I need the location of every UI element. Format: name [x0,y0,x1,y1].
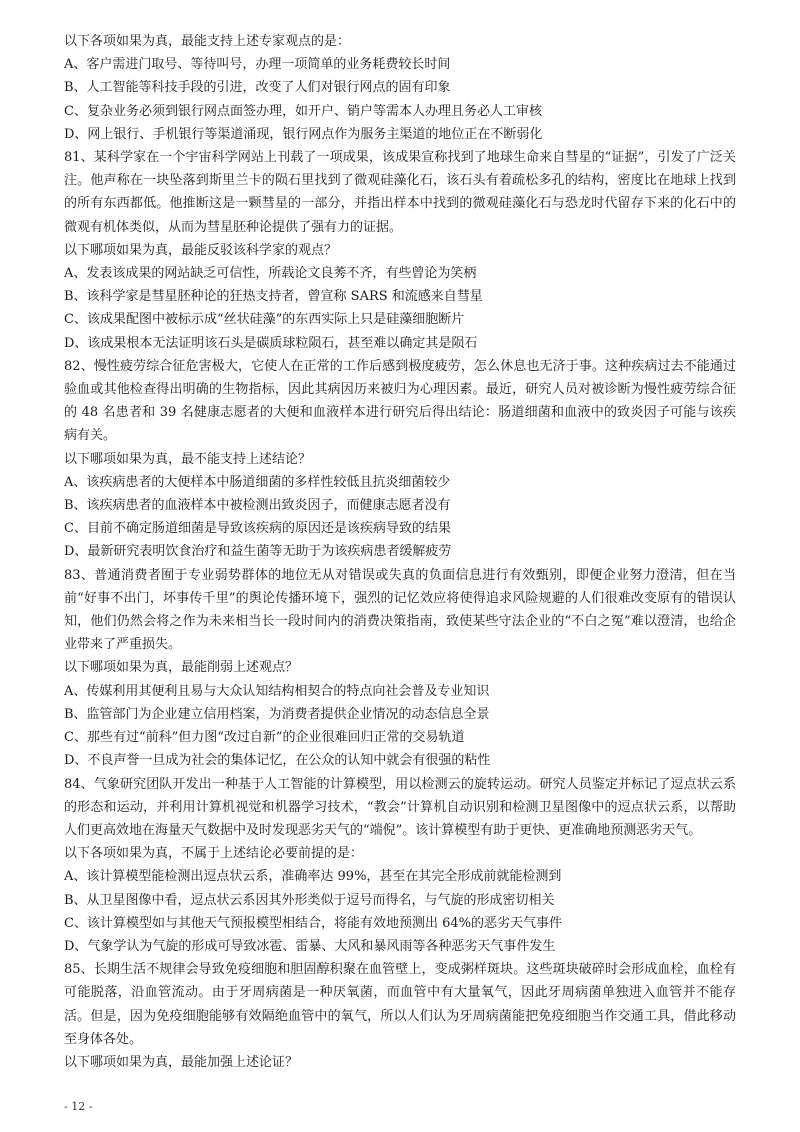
question-83-passage: 83、普通消费者囿于专业弱势群体的地位无从对错误或失真的负面信息进行有效甄别，即便企业努力澄清，但在当前“好事不出门，坏事传千里”的舆论传播环境下，强烈的记忆效应将使得追求风险规避的人们很难改变原有的错误认知，他们仍然会将之作为未来相当长一段时间内的消费决策指南，致使某些守法企业的“不白之冤”难以澄清，也给企业带来了严重损失。 [64,567,736,653]
option-81-b: B、该科学家是彗星胚种论的狂热支持者，曾宣称 SARS 和流感来自彗星 [64,289,483,305]
option-84-b: B、从卫星图像中看，逗点状云系因其外形类似于逗号而得名，与气旋的形成密切相关 [64,892,555,908]
question-stem-80: 以下各项如果为真，最能支持上述专家观点的是： [64,34,351,49]
option-82-a: A、该疾病患者的大便样本中肠道细菌的多样性较低且抗炎细菌较少 [64,474,451,490]
option-82-d: D、最新研究表明饮食治疗和益生菌等无助于为该疾病患者缓解疲劳 [64,544,452,560]
question-84-passage: 84、气象研究团队开发出一种基于人工智能的计算模型，用以检测云的旋转运动。研究人员鉴定并标记了逗点状云系的形态和运动，并利用计算机视觉和机器学习技术，“教会”计算机自动识别和检测卫星图像中的逗点状云系，以帮助人们更高效地在海量天气数据中及时发现恶劣天气的“端倪”。该计算模型有助于更快、更准确地预测恶劣天气。 [64,776,736,838]
question-stem-81: 以下哪项如果为真，最能反驳该科学家的观点？ [64,242,338,258]
question-stem-84: 以下各项如果为真，不属于上述结论必要前提的是： [64,846,364,862]
option-81-d: D、该成果根本无法证明该石头是碳质球粒陨石，甚至难以确定其是陨石 [64,335,478,351]
question-81-passage: 81、某科学家在一个宇宙科学网站上刊载了一项成果，该成果宣称找到了地球生命来自彗星的“证据”，引发了广泛关注。他声称在一块坠落到斯里兰卡的陨石里找到了微观硅藻化石，该石头有着疏松多孔的结构，密度比在地球上找到的所有东西都低。他推断这是一颗彗星的一部分，并指出样本中找到的微观硅藻化石与恐龙时代留存下来的化石中的微观有机体类似，从而为彗星胚种论提供了强有力的证据。 [64,150,736,235]
option-84-a: A、该计算模型能检测出逗点状云系，准确率达 99%，甚至在其完全形成前就能检测到 [64,869,562,885]
option-83-b: B、监管部门为企业建立信用档案，为消费者提供企业情况的动态信息全景 [64,706,490,722]
option-81-a: A、发表该成果的网站缺乏可信性，所载论文良莠不齐，有些曾论为笑柄 [64,266,477,282]
option-84-d: D、气象学认为气旋的形成可导致冰雹、雷暴、大风和暴风雨等各种恶劣天气事件发生 [64,938,556,954]
question-stem-83: 以下哪项如果为真，最能削弱上述观点？ [64,660,299,676]
option-80-a: A、客户需进门取号、等待叫号，办理一项简单的业务耗费较长时间 [64,57,451,73]
option-82-b: B、该疾病患者的血液样本中被检测出致炎因子，而健康志愿者没有 [64,498,451,514]
question-85-passage: 85、长期生活不规律会导致免疫细胞和胆固醇积聚在血管壁上，变成粥样斑块。这些斑块破碎时会形成血栓，血栓有可能脱落，沿血管流动。由于牙周病菌是一种厌氧菌，而血管中有大量氧气，因此牙周病菌单独进入血管并不能存活。但是，因为免疫细胞能够有效隔绝血管中的氧气，所以人们认为牙周病菌能把免疫细胞当作交通工具，借此移动至身体各处。 [64,962,736,1047]
question-stem-82: 以下哪项如果为真，最不能支持上述结论？ [64,451,312,467]
option-80-c: C、复杂业务必须到银行网点面签办理，如开户、销户等需本人办理且务必人工审核 [64,103,542,119]
page-number: - 12 - [64,1100,93,1113]
option-83-c: C、那些有过“前科”但力图“改过自新”的企业很难回归正常的交易轨道 [64,730,465,746]
option-83-d: D、不良声誉一旦成为社会的集体记忆，在公众的认知中就会有很强的粘性 [64,753,491,769]
option-80-b: B、人工智能等科技手段的引进，改变了人们对银行网点的固有印象 [64,80,451,96]
question-82-passage: 82、慢性疲劳综合征危害极大，它使人在正常的工作后感到极度疲劳，怎么休息也无济于事。这种疾病过去不能通过验血或其他检查得出明确的生物指标，因此其病因历来被归为心理因素。最近，研究人员对被诊断为慢性疲劳综合征的 48 名患者和 39 名健康志愿者的大便和血液样本进行研究后得出结论：肠道细菌和血液中的致炎因子可能与该疾病有关。 [64,358,736,444]
option-81-c: C、该成果配图中被标示成“丝状硅藻”的东西实际上只是硅藻细胞断片 [64,312,465,328]
question-stem-85: 以下哪项如果为真，最能加强上述论证？ [64,1054,299,1070]
option-84-c: C、该计算模型如与其他天气预报模型相结合，将能有效地预测出 64%的恶劣天气事件 [64,915,562,931]
option-83-a: A、传媒利用其便利且易与大众认知结构相契合的特点向社会普及专业知识 [64,683,490,699]
option-82-c: C、目前不确定肠道细菌是导致该疾病的原因还是该疾病导致的结果 [64,521,451,537]
option-80-d: D、网上银行、手机银行等渠道涌现，银行网点作为服务主渠道的地位正在不断弱化 [64,126,543,142]
